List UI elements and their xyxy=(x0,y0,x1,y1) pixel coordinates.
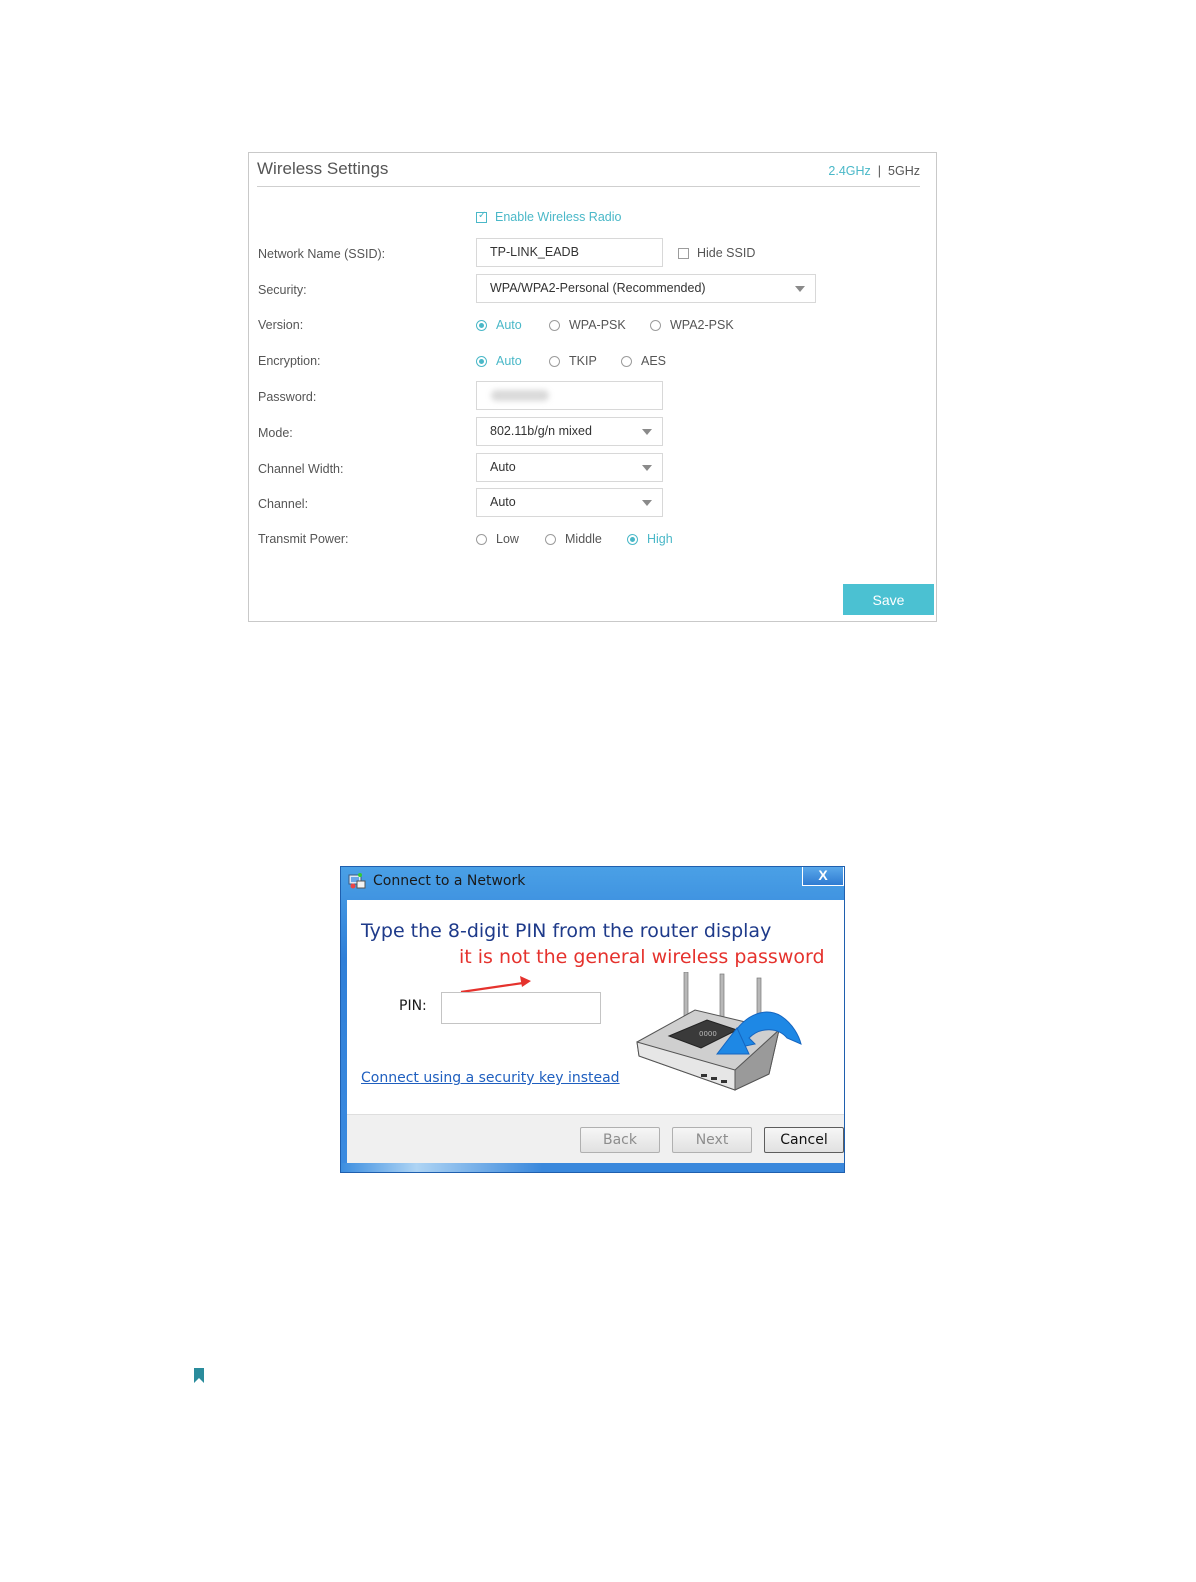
encryption-auto-radio[interactable] xyxy=(476,354,522,368)
ssid-input[interactable] xyxy=(476,238,663,267)
tab-5ghz[interactable]: 5GHz xyxy=(888,164,920,178)
save-button[interactable]: Save xyxy=(843,584,934,615)
pin-input[interactable] xyxy=(441,992,601,1024)
transmit-power-middle-radio[interactable] xyxy=(545,532,602,546)
encryption-aes-radio[interactable] xyxy=(621,354,666,368)
svg-text:0000: 0000 xyxy=(699,1030,717,1038)
radio-icon xyxy=(549,320,560,331)
connect-to-network-dialog xyxy=(340,866,845,1173)
version-wpa-psk-radio[interactable] xyxy=(549,318,626,332)
version-option-label: WPA-PSK xyxy=(569,318,626,332)
version-option-label: WPA2-PSK xyxy=(670,318,734,332)
channel-value: Auto xyxy=(490,495,516,509)
band-switch xyxy=(828,164,920,178)
ssid-value: TP-LINK_EADB xyxy=(490,245,579,259)
transmit-power-option-label: Low xyxy=(496,532,519,546)
wireless-settings-panel xyxy=(248,152,937,622)
dialog-heading: Type the 8-digit PIN from the router display xyxy=(361,920,772,942)
encryption-option-label: AES xyxy=(641,354,667,368)
radio-selected-icon xyxy=(476,356,487,367)
band-separator: | xyxy=(877,164,882,178)
radio-selected-icon xyxy=(627,534,638,545)
mode-select[interactable] xyxy=(476,417,663,446)
transmit-power-high-radio[interactable] xyxy=(627,532,673,546)
password-input[interactable] xyxy=(476,381,663,410)
channel-select[interactable] xyxy=(476,488,663,517)
channel-width-select[interactable] xyxy=(476,453,663,482)
radio-icon xyxy=(650,320,661,331)
bookmark-icon xyxy=(194,1368,204,1383)
panel-header xyxy=(257,153,920,187)
enable-wireless-radio-label: Enable Wireless Radio xyxy=(495,210,622,224)
enable-wireless-radio-checkbox[interactable] xyxy=(476,210,621,224)
redacted-password xyxy=(491,390,549,401)
close-button[interactable] xyxy=(802,867,844,886)
chevron-down-icon xyxy=(642,500,652,506)
dialog-footer xyxy=(347,1114,844,1165)
chevron-down-icon xyxy=(642,429,652,435)
version-auto-radio[interactable] xyxy=(476,318,522,332)
transmit-power-option-label: High xyxy=(647,532,673,546)
next-button[interactable]: Next xyxy=(672,1127,752,1153)
radio-icon xyxy=(549,356,560,367)
security-select[interactable] xyxy=(476,274,816,303)
router-illustration xyxy=(629,972,809,1104)
mode-label: Mode: xyxy=(258,426,293,440)
radio-icon xyxy=(476,534,487,545)
security-value: WPA/WPA2-Personal (Recommended) xyxy=(490,281,706,295)
pin-label: PIN: xyxy=(399,998,427,1014)
encryption-label: Encryption: xyxy=(258,354,321,368)
encryption-tkip-radio[interactable] xyxy=(549,354,597,368)
back-button[interactable]: Back xyxy=(580,1127,660,1153)
mode-value: 802.11b/g/n mixed xyxy=(490,424,592,438)
network-icon xyxy=(348,872,366,890)
password-label: Password: xyxy=(258,390,317,404)
annotation-text: it is not the general wireless password xyxy=(459,946,825,968)
chevron-down-icon xyxy=(642,465,652,471)
transmit-power-option-label: Middle xyxy=(565,532,602,546)
radio-icon xyxy=(621,356,632,367)
checkbox-icon xyxy=(678,248,689,259)
channel-label: Channel: xyxy=(258,497,309,511)
chevron-down-icon xyxy=(795,286,805,292)
encryption-option-label: TKIP xyxy=(569,354,597,368)
security-key-link[interactable]: Connect using a security key instead xyxy=(361,1070,620,1086)
close-icon: X xyxy=(818,867,828,883)
channel-width-label: Channel Width: xyxy=(258,462,344,476)
version-wpa2-psk-radio[interactable] xyxy=(650,318,734,332)
encryption-option-label: Auto xyxy=(496,354,522,368)
security-label: Security: xyxy=(258,283,307,297)
hide-ssid-checkbox[interactable] xyxy=(678,246,755,260)
radio-icon xyxy=(545,534,556,545)
checkbox-checked-icon: ✓ xyxy=(478,209,487,221)
transmit-power-label: Transmit Power: xyxy=(258,532,349,546)
hide-ssid-label: Hide SSID xyxy=(697,246,756,260)
dialog-bottom-edge xyxy=(341,1163,844,1172)
channel-width-value: Auto xyxy=(490,460,516,474)
dialog-content xyxy=(347,900,844,1114)
cancel-button[interactable]: Cancel xyxy=(764,1127,844,1153)
radio-selected-icon xyxy=(476,320,487,331)
ssid-label: Network Name (SSID): xyxy=(258,247,386,261)
transmit-power-low-radio[interactable] xyxy=(476,532,519,546)
version-option-label: Auto xyxy=(496,318,522,332)
tab-2-4ghz[interactable]: 2.4GHz xyxy=(828,164,871,178)
version-label: Version: xyxy=(258,318,304,332)
page-title: Wireless Settings xyxy=(257,159,389,178)
dialog-title: Connect to a Network xyxy=(373,873,526,889)
